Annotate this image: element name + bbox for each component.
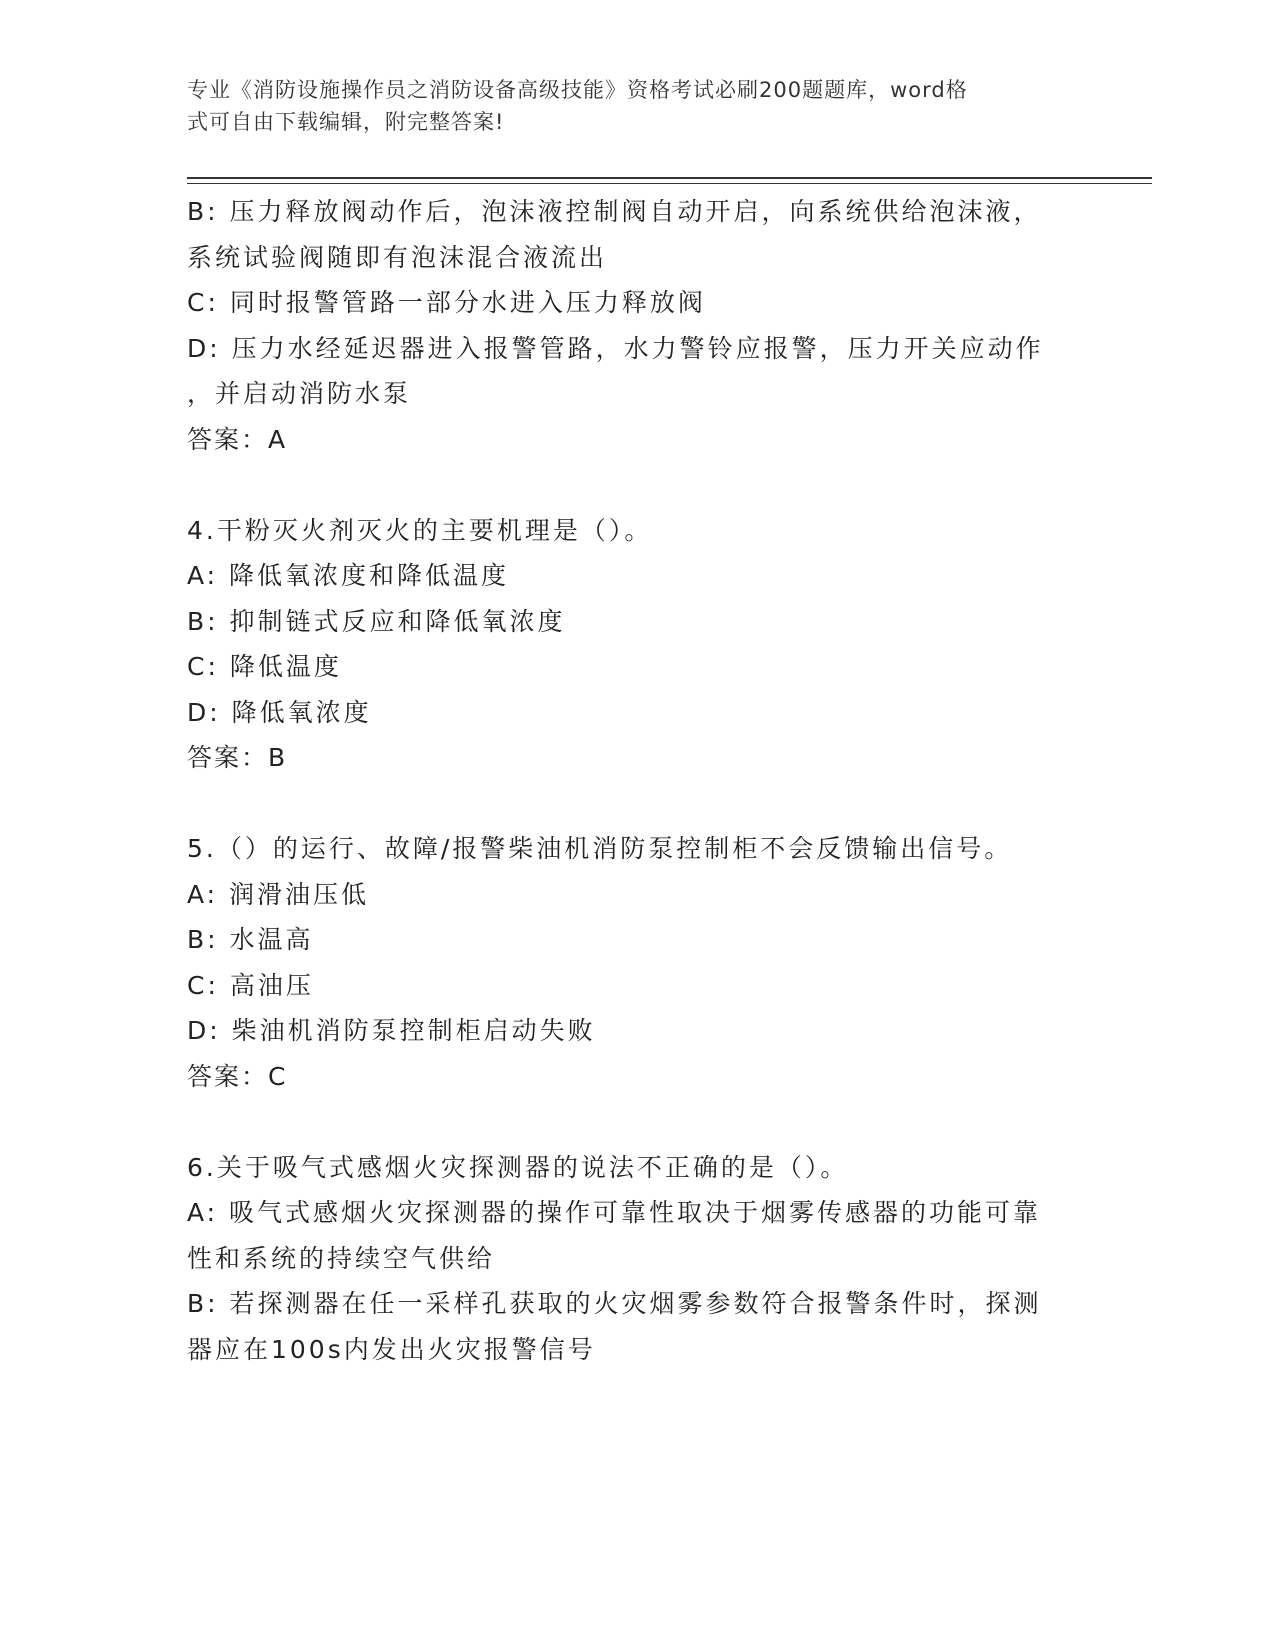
q4-question: 4.干粉灭火剂灭火的主要机理是（）。 (187, 515, 653, 545)
q3-option-b-line-2: 系统试验阀随即有泡沫混合液流出 (187, 242, 608, 272)
question-5 (187, 826, 1077, 1099)
q5-option-d: D: 柴油机消防泵控制柜启动失败 (187, 1016, 596, 1045)
q4-option-c: C: 降低温度 (187, 652, 342, 681)
q5-question: 5.（）的运行、故障/报警柴油机消防泵控制柜不会反馈输出信号。 (187, 834, 1013, 863)
spacer (187, 462, 1077, 508)
q4-answer: 答案：B (187, 743, 288, 772)
q6-question: 6.关于吸气式感烟火灾探测器的说法不正确的是（）。 (187, 1152, 849, 1182)
q6-option-a-line-1: A: 吸气式感烟火灾探测器的操作可靠性取决于烟雾传感器的功能可靠 (187, 1198, 1042, 1227)
question-4 (187, 508, 1077, 781)
header-line-2: 式可自由下载编辑，附完整答案! (187, 110, 505, 134)
q5-option-c: C: 高油压 (187, 970, 314, 1000)
q3-option-b-line-1: B: 压力释放阀动作后，泡沫液控制阀自动开启，向系统供给泡沫液， (187, 197, 1042, 226)
question-6 (187, 1145, 1077, 1373)
question-3-continued (187, 189, 1077, 462)
q6-option-a-line-2: 性和系统的持续空气供给 (187, 1243, 496, 1273)
q3-option-d-line-1: D: 压力水经延迟器进入报警管路，水力警铃应报警，压力开关应动作 (187, 333, 1044, 363)
q4-option-b: B: 抑制链式反应和降低氧浓度 (187, 606, 566, 636)
header-line-1: 专业《消防设施操作员之消防设备高级技能》资格考试必刷200题题库，word格 (187, 78, 968, 102)
q6-option-b-line-1: B: 若探测器在任一采样孔获取的火灾烟雾参数符合报警条件时，探测 (187, 1289, 1042, 1318)
q6-option-b-line-2: 器应在100s内发出火灾报警信号 (187, 1334, 596, 1364)
q3-answer: 答案：A (187, 424, 288, 454)
spacer (187, 781, 1077, 827)
document-header (187, 74, 1067, 138)
q5-option-a: A: 润滑油压低 (187, 879, 370, 909)
header-rule-thick (187, 177, 1152, 179)
header-rule-thin (187, 183, 1152, 184)
q3-option-c: C: 同时报警管路一部分水进入压力释放阀 (187, 288, 706, 317)
q5-option-b: B: 水温高 (187, 925, 314, 954)
q3-option-d-line-2: ，并启动消防水泵 (187, 379, 412, 408)
document-body (187, 189, 1077, 1372)
spacer (187, 1099, 1077, 1145)
q4-option-d: D: 降低氧浓度 (187, 697, 372, 727)
q4-option-a: A: 降低氧浓度和降低温度 (187, 561, 510, 590)
q5-answer: 答案：C (187, 1061, 288, 1091)
